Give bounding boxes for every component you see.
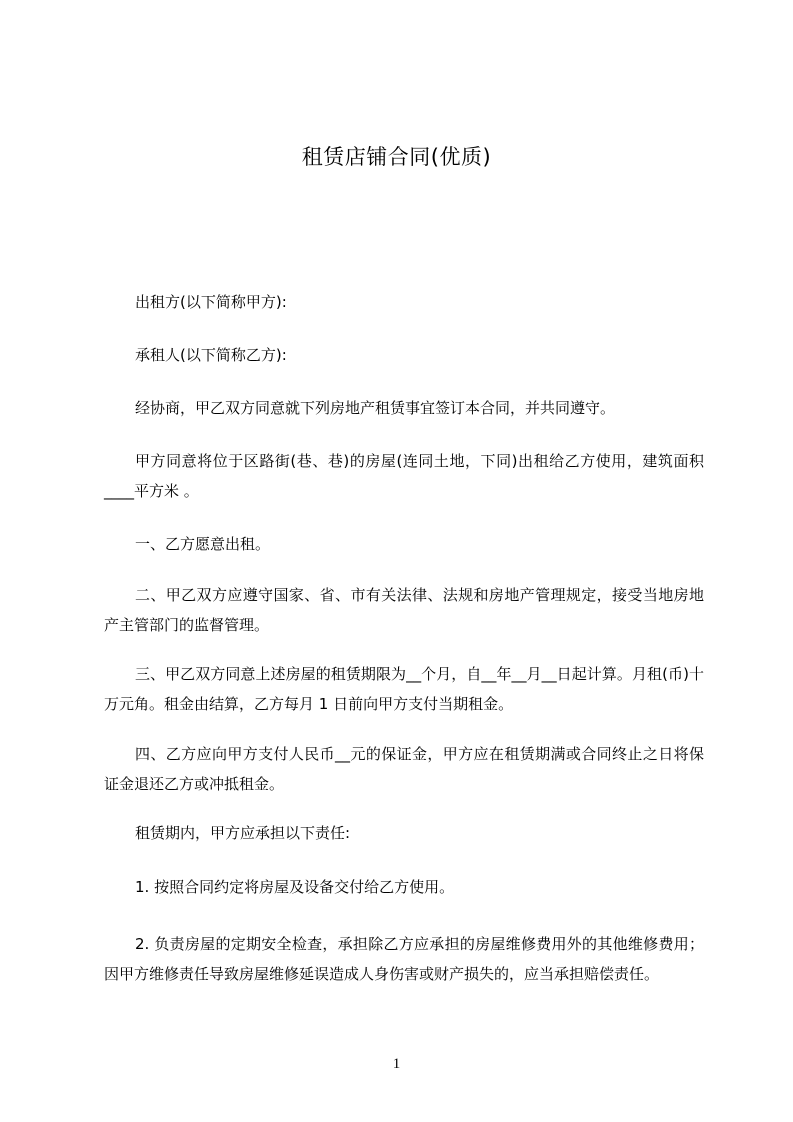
paragraph-clause-1: 一、乙方愿意出租。 bbox=[135, 535, 271, 553]
paragraph-property-location: 甲方同意将位于区路街(巷、巷)的房屋(连同土地，下同)出租给乙方使用，建筑面积____平方米 。 bbox=[104, 452, 704, 500]
paragraph-agreement: 经协商，甲乙双方同意就下列房地产租赁事宜签订本合同，并共同遵守。 bbox=[135, 399, 616, 417]
paragraph-clause-4: 四、乙方应向甲方支付人民币__元的保证金，甲方应在租赁期满或合同终止之日将保证金退还乙方或冲抵租金。 bbox=[104, 745, 704, 793]
paragraph-duty-1: 1. 按照合同约定将房屋及设备交付给乙方使用。 bbox=[135, 878, 455, 896]
paragraph-lessee: 承租人(以下简称乙方): bbox=[135, 346, 287, 364]
paragraph-duty-2: 2. 负责房屋的定期安全检查，承担除乙方应承担的房屋维修费用外的其他维修费用；因甲方维修责任导致房屋维修延误造成人身伤害或财产损失的，应当承担赔偿责任。 bbox=[104, 935, 704, 983]
page-number: 1 bbox=[392, 1056, 401, 1072]
paragraph-lessor: 出租方(以下简称甲方): bbox=[135, 293, 287, 311]
document-title: 租赁店铺合同(优质) bbox=[301, 145, 492, 169]
paragraph-lessor-duties-heading: 租赁期内，甲方应承担以下责任: bbox=[135, 824, 351, 842]
paragraph-clause-2: 二、甲乙双方应遵守国家、省、市有关法律、法规和房地产管理规定，接受当地房地产主管部门的监督管理。 bbox=[104, 586, 704, 634]
paragraph-clause-3: 三、甲乙双方同意上述房屋的租赁期限为__个月，自__年__月__日起计算。月租(币)十万元角。租金由结算，乙方每月 1 日前向甲方支付当期租金。 bbox=[104, 665, 704, 713]
